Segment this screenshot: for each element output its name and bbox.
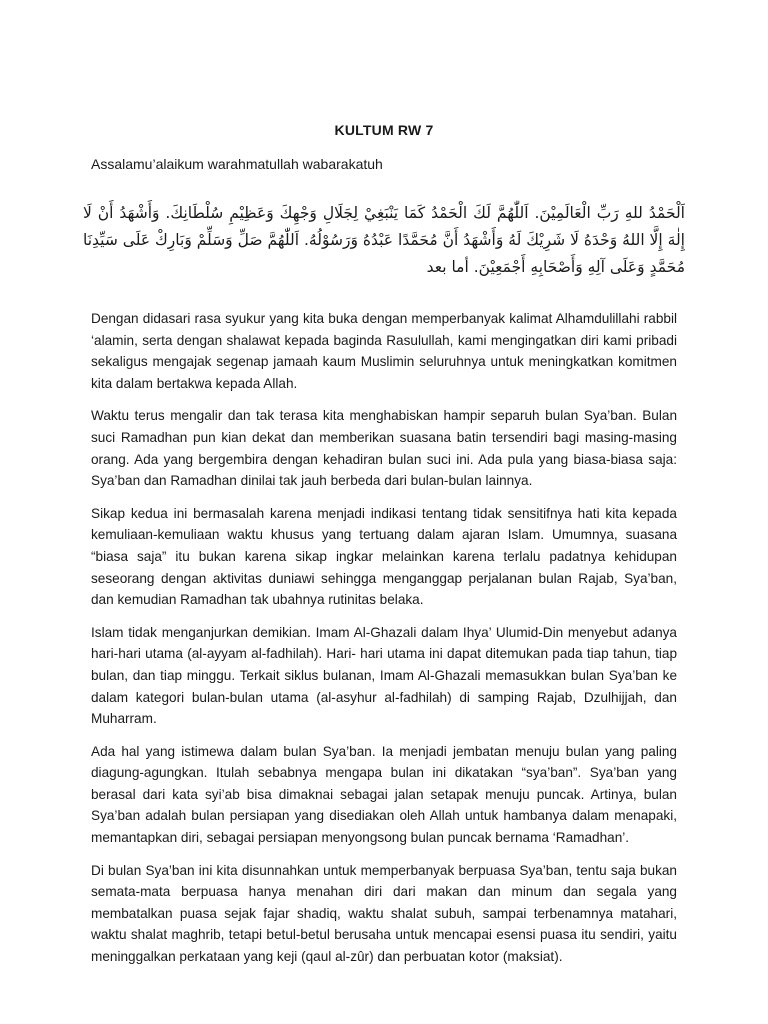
paragraph-6: Di bulan Sya’ban ini kita disunnahkan untuk memperbanyak berpuasa Sya’ban, tentu saja bukan semata-mata berpuasa hanya menahan diri dari makan dan minum dan segala yang membatalkan puasa sejak fajar shadiq, waktu shalat subuh, sampai terbenamnya matahari, waktu shalat maghrib, tetapi betul-betul berusaha untuk mencapai esensi puasa itu sendiri, yaitu meninggalkan perkataan yang keji (qaul al-zûr) dan perbuatan kotor (maksiat). — [91, 862, 677, 965]
paragraph-5: Ada hal yang istimewa dalam bulan Sya’ban. Ia menjadi jembatan menuju bulan yang paling diagung-agungkan. Itulah sebabnya mengapa bulan ini dikatakan “sya’ban”. Sya’ban yang berasal dari kata syi’ab bisa dimaknai sebagai jalan setapak menuju puncak. Artinya, bulan Sya’ban adalah bulan persiapan yang disediakan oleh Allah untuk hambanya dalam menapaki, memantapkan diri, sebagai persiapan menyongsong bulan puncak bernama ‘Ramadhan’. — [91, 743, 677, 846]
paragraph-1: Dengan didasari rasa syukur yang kita buka dengan memperbanyak kalimat Alhamdulillahi rabbil ‘alamin, serta dengan shalawat kepada baginda Rasulullah, kami mengingatkan diri kami pribadi sekaligus mengajak segenap jamaah kaum Muslimin seluruhnya untuk meningkatkan komitmen kita dalam bertakwa kepada Allah. — [91, 311, 677, 391]
paragraph-3: Sikap kedua ini bermasalah karena menjadi indikasi tentang tidak sensitifnya hati kita kepada kemuliaan-kemuliaan waktu khusus yang tertuang dalam ajaran Islam. Umumnya, suasana “biasa saja” itu bukan karena sikap ingkar melainkan karena terlalu padatnya kehidupan seseorang dengan aktivitas duniawi sehingga menganggap perjalanan bulan Rajab, Sya’ban, dan kemudian Ramadhan tak ubahnya rutinitas belaka. — [91, 505, 677, 608]
arabic-opening-prayer: اَلْحَمْدُ للهِ رَبِّ الْعَالَمِيْنَ. اَللّٰهُمَّ لَكَ الْحَمْدُ كَمَا يَنْبَغِيْ لِجَلَالِ وَجْهِكَ وَعَظِيْمِ سُلْطَانِكَ. وَأَشْهَدُ أَنْ لَا إِلٰهَ إِلَّا اللهُ وَحْدَهُ لَا شَرِيْكَ لَهُ وَأَشْهَدُ أَنَّ مُحَمَّدًا عَبْدُهُ وَرَسُوْلُهُ. اَللّٰهُمَّ صَلِّ وَسَلِّمْ وَبَارِكْ عَلَى سَيِّدِنَا مُحَمَّدٍ وَعَلَى آلِهِ وَأَصْحَابِهِ أَجْمَعِيْنَ. أما بعد — [83, 204, 685, 276]
section-spacer — [91, 284, 677, 308]
document-title: KULTUM RW 7 — [334, 122, 434, 138]
paragraph-4: Islam tidak menganjurkan demikian. Imam Al-Ghazali dalam Ihya’ Ulumid-Din menyebut adanya hari-hari utama (al-ayyam al-fadhilah). Hari- hari utama ini dapat ditemukan pada tiap tahun, tiap bulan, dan tiap minggu. Terkait siklus bulanan, Imam Al-Ghazali memasukkan bulan Sya’ban ke dalam kategori bulan-bulan utama (al-asyhur al-fadhilah) di samping Rajab, Dzulhijjah, dan Muharram. — [91, 624, 677, 727]
paragraph-2: Waktu terus mengalir dan tak terasa kita menghabiskan hampir separuh bulan Sya’ban. Bulan suci Ramadhan pun kian dekat dan memberikan suasana batin tersendiri bagi masing-masing orang. Ada yang bergembira dengan kehadiran bulan suci ini. Ada pula yang biasa-biasa saja: Sya’ban dan Ramadhan dinilai tak jauh berbeda dari bulan-bulan lainnya. — [91, 408, 677, 489]
greeting-text: Assalamu’alaikum warahmatullah wabarakatuh — [91, 156, 383, 172]
document-page — [83, 120, 685, 979]
